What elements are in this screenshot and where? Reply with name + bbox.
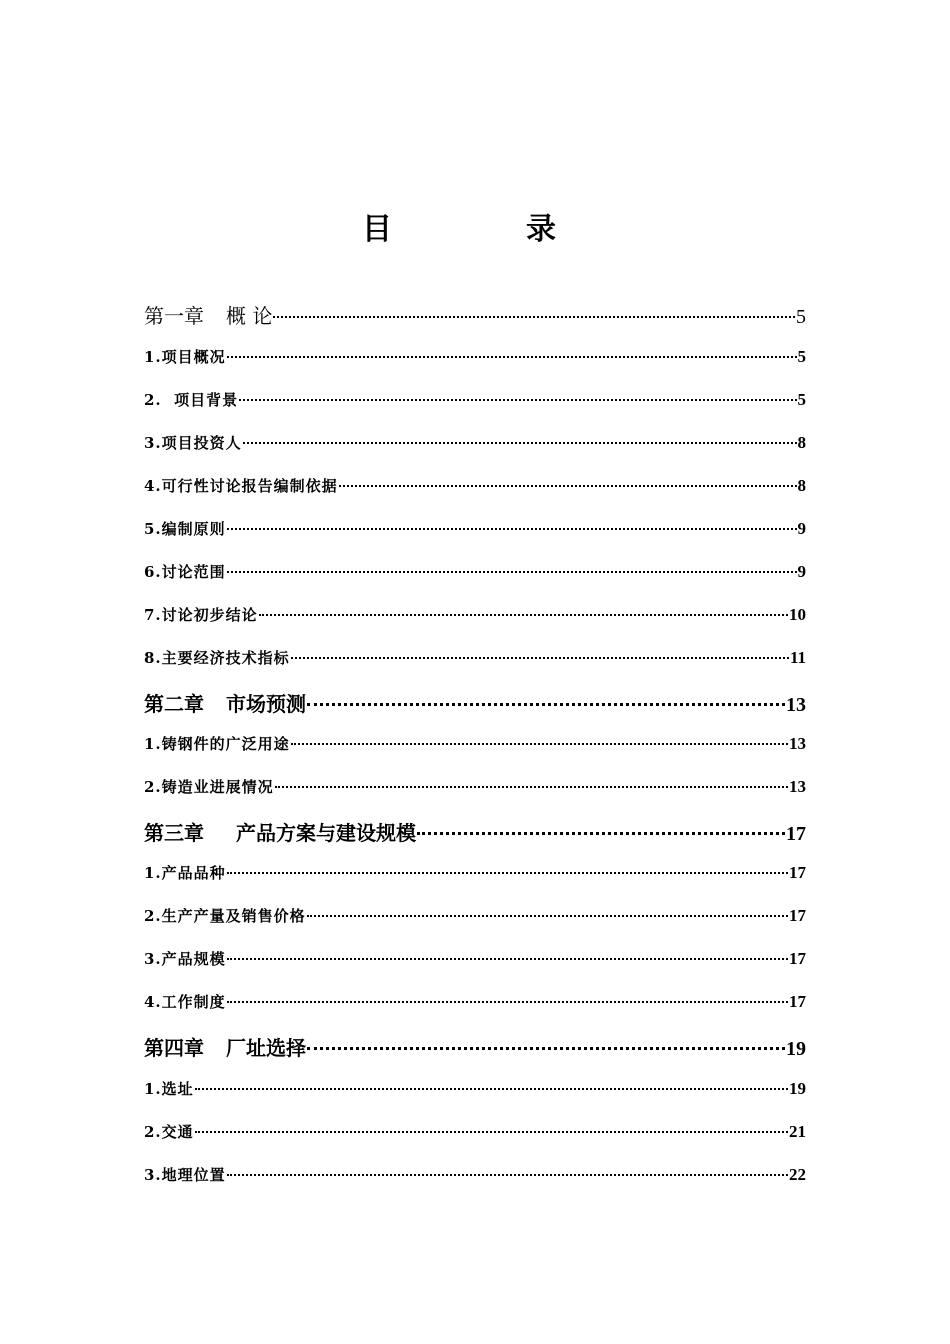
dot-leader — [307, 915, 788, 917]
section-label: 3.地理位置 — [144, 1166, 226, 1184]
page-number: 13 — [789, 734, 806, 753]
chapter-number: 第四章 — [144, 1036, 204, 1060]
dot-leader — [417, 832, 785, 835]
dot-leader — [275, 786, 788, 788]
toc-section-1-6[interactable] — [144, 561, 806, 585]
page-number: 13 — [786, 694, 806, 716]
page-number: 5 — [797, 390, 806, 409]
page-number: 17 — [786, 823, 806, 845]
page-number: 17 — [789, 863, 806, 882]
toc-section-4-1[interactable] — [144, 1078, 806, 1102]
page-number: 8 — [797, 476, 806, 495]
toc-chapter-2[interactable] — [144, 688, 806, 718]
dot-leader — [273, 316, 795, 318]
section-label: 2.铸造业进展情况 — [144, 778, 274, 796]
section-label: 1.产品品种 — [144, 864, 226, 882]
dot-leader — [227, 1001, 788, 1003]
dot-leader — [227, 571, 797, 573]
toc-section-1-5[interactable] — [144, 518, 806, 542]
page-number: 19 — [789, 1079, 806, 1098]
page-number: 21 — [789, 1122, 806, 1141]
page-number: 9 — [797, 519, 806, 538]
chapter-name: 市场预测 — [226, 692, 306, 716]
chapter-number: 第三章 — [144, 821, 204, 845]
toc-chapter-1[interactable] — [144, 300, 806, 330]
toc-section-4-2[interactable] — [144, 1121, 806, 1145]
dot-leader — [195, 1088, 788, 1090]
toc-section-2-2[interactable] — [144, 776, 806, 800]
page-number: 19 — [786, 1038, 806, 1060]
section-label: 8.主要经济技术指标 — [144, 649, 290, 667]
toc-section-3-2[interactable] — [144, 905, 806, 929]
toc-section-1-8[interactable] — [144, 647, 806, 671]
section-label: 3.项目投资人 — [144, 434, 242, 452]
chapter-name: 产品方案与建设规模 — [236, 821, 416, 845]
dot-leader — [227, 528, 797, 530]
page-number: 13 — [789, 777, 806, 796]
chapter-number: 第一章 — [144, 304, 204, 328]
section-label: 1.铸钢件的广泛用途 — [144, 735, 290, 753]
dot-leader — [239, 399, 796, 401]
section-label: 6.讨论范围 — [144, 563, 226, 581]
section-label: 2.交通 — [144, 1123, 194, 1141]
toc-section-1-3[interactable] — [144, 432, 806, 456]
toc-chapter-4[interactable] — [144, 1032, 806, 1062]
page-number: 8 — [797, 433, 806, 452]
chapter-number: 第二章 — [144, 692, 204, 716]
toc-section-1-4[interactable] — [144, 475, 806, 499]
section-label: 7.讨论初步结论 — [144, 606, 258, 624]
toc-section-1-2[interactable] — [144, 389, 806, 413]
chapter-name: 厂址选择 — [226, 1036, 306, 1060]
section-label: 2. 项目背景 — [144, 391, 239, 409]
toc-section-3-3[interactable] — [144, 948, 806, 972]
toc-section-3-1[interactable] — [144, 862, 806, 886]
dot-leader — [227, 872, 788, 874]
toc-section-3-4[interactable] — [144, 991, 806, 1015]
page-number: 17 — [789, 992, 806, 1011]
section-label: 5.编制原则 — [144, 520, 226, 538]
toc-section-1-7[interactable] — [144, 604, 806, 628]
page-number: 11 — [789, 648, 806, 667]
toc-chapter-3[interactable] — [144, 817, 806, 847]
chapter-name: 概 论 — [226, 304, 273, 328]
page-number: 10 — [789, 605, 806, 624]
page-title: 目 录 — [362, 212, 608, 247]
toc-section-2-1[interactable] — [144, 733, 806, 757]
page-number: 5 — [797, 347, 806, 366]
toc-section-4-3[interactable] — [144, 1164, 806, 1188]
page-number: 9 — [797, 562, 806, 581]
dot-leader — [307, 703, 785, 706]
page-number: 5 — [796, 306, 806, 328]
dot-leader — [227, 356, 797, 358]
dot-leader — [291, 743, 788, 745]
section-label: 4.工作制度 — [144, 993, 226, 1011]
page-number: 22 — [789, 1165, 806, 1184]
section-label: 3.产品规模 — [144, 950, 226, 968]
dot-leader — [195, 1131, 788, 1133]
dot-leader — [307, 1047, 785, 1050]
dot-leader — [291, 657, 789, 659]
dot-leader — [243, 442, 797, 444]
dot-leader — [227, 1174, 788, 1176]
toc-section-1-1[interactable] — [144, 346, 806, 370]
section-label: 4.可行性讨论报告编制依据 — [144, 477, 338, 495]
page-number: 17 — [789, 906, 806, 925]
section-label: 1.选址 — [144, 1080, 194, 1098]
dot-leader — [227, 958, 788, 960]
page-number: 17 — [789, 949, 806, 968]
section-label: 1.项目概况 — [144, 348, 226, 366]
section-label: 2.生产产量及销售价格 — [144, 907, 306, 925]
dot-leader — [259, 614, 788, 616]
dot-leader — [339, 485, 797, 487]
